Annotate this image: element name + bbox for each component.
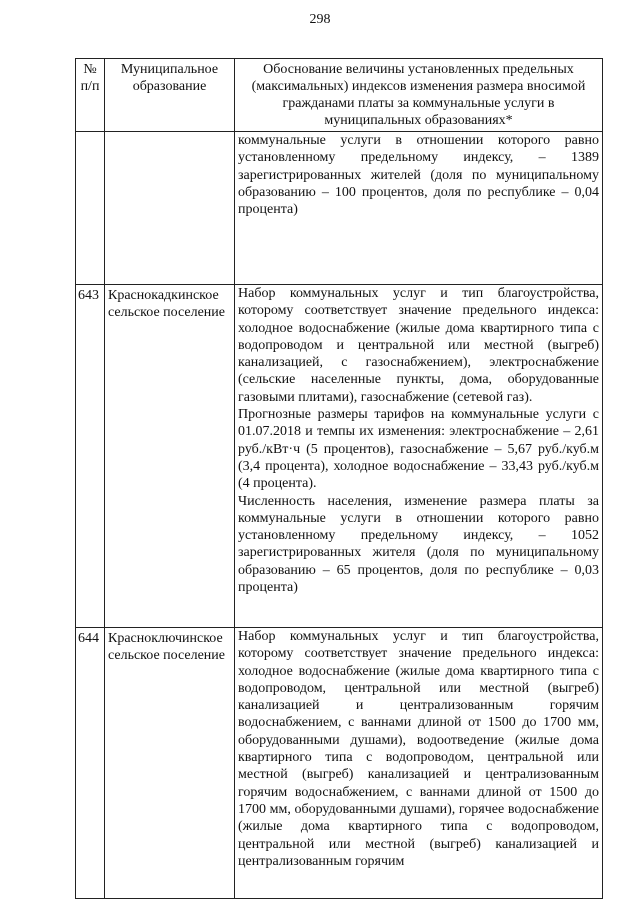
row-number: 644 <box>76 628 105 899</box>
header-municipality: Муниципальное образование <box>105 59 235 132</box>
row-number <box>76 132 105 285</box>
row-number: 643 <box>76 285 105 628</box>
row-municipality: Красноключинское сельское поселение <box>105 628 235 899</box>
page-number: 298 <box>309 12 331 27</box>
tariff-justification-table <box>75 58 603 899</box>
row-municipality: Краснокадкинское сельское поселение <box>105 285 235 628</box>
header-justification: Обоснование величины установленных предельных (максимальных) индексов изменения размера вносимой гражданами платы за коммунальные услуги в муниципальных образованиях* <box>235 59 603 132</box>
header-number: № п/п <box>76 59 105 132</box>
justification-paragraph: коммунальные услуги в отношении которого равно установленному предельному индексу, – 1389 зарегистрированных жителей (доля по муниципальному образованию – 100 процентов, доля по республике – 0,04 процента) <box>238 133 599 218</box>
justification-paragraph: Численность населения, изменение размера платы за коммунальные услуги в отношении которого равно установленному предельному индексу, – 1052 зарегистрированных жителя (доля по муниципальному образованию – 65 процентов, доля по республике – 0,03 процента) <box>238 493 599 596</box>
justification-paragraph: Набор коммунальных услуг и тип благоустройства, которому соответствует значение предельного индекса: холодное водоснабжение (жилые дома квартирного типа с водопроводом, центральной или местной (выгреб) канализацией и централизованным горячим водоснабжением, с ваннами длиной от 1500 до 1700 мм, оборудованными душами), водоотведение (жилые дома квартирного типа с водопроводом, центральной или местной (выгреб) канализацией и централизованным горячим водоснабжением, с ваннами длиной от 1500 до 1700 мм, оборудованными душами), горячее водоснабжение (жилые дома квартирного типа с водопроводом, центральной или местной (выгреб) канализацией и централизованным горячим <box>238 629 599 869</box>
row-municipality <box>105 132 235 285</box>
table-row <box>76 285 603 628</box>
justification-paragraph: Набор коммунальных услуг и тип благоустройства, которому соответствует значение предельного индекса: холодное водоснабжение (жилые дома квартирного типа с водопроводом и центральной или местной (выгреб) канализацией, с газоснабжением), электроснабжение (сельские населенные пункты, дома, оборудованные газовыми плитами), газоснабжение (сетевой газ). <box>238 286 599 405</box>
justification-paragraph: Прогнозные размеры тарифов на коммунальные услуги с 01.07.2018 и темпы их изменения: электроснабжение – 2,61 руб./кВт·ч (5 процентов), газоснабжение – 5,67 руб./куб.м (3,4 процента), холодное водоснабжение – 33,43 руб./куб.м (4 процента). <box>238 407 599 492</box>
table-header-row <box>76 59 603 132</box>
row-justification <box>235 628 603 899</box>
table-row <box>76 628 603 899</box>
row-justification <box>235 285 603 628</box>
row-justification <box>235 132 603 285</box>
table-row <box>76 132 603 285</box>
